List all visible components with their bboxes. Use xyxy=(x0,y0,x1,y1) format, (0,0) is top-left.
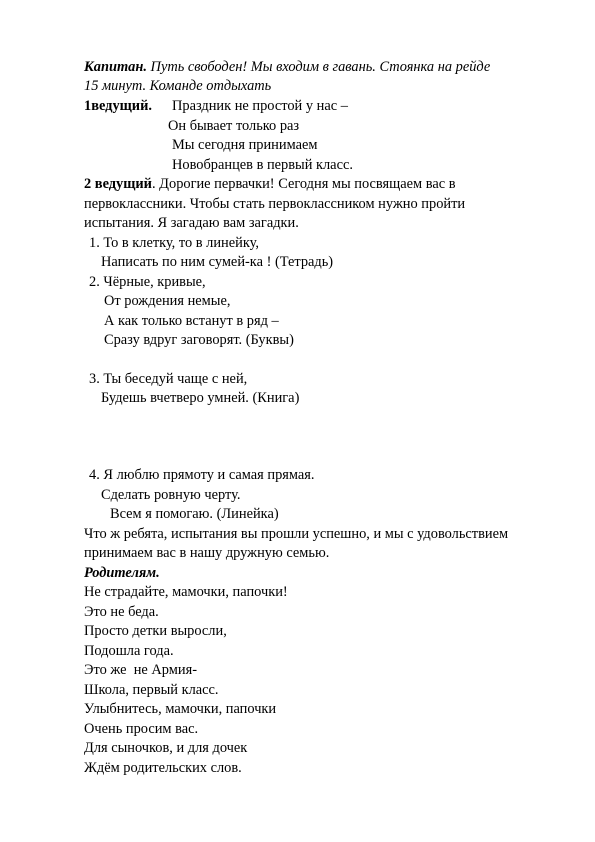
riddle3-line-2: Будешь вчетверо умней. (Книга) xyxy=(101,390,300,406)
parents-line: Подошла года. xyxy=(84,643,174,659)
host1-label: 1ведущий. xyxy=(84,98,152,114)
host2-line-1 xyxy=(84,175,456,194)
closing-line-1: Что ж ребята, испытания вы прошли успешно, и мы с удовольствием xyxy=(84,526,509,542)
riddle1-line-2: Написать по ним сумей-ка ! (Тетрадь) xyxy=(101,254,334,270)
closing-line-2: принимаем вас в нашу дружную семью. xyxy=(84,545,330,561)
parents-line: Просто детки выросли, xyxy=(84,623,227,639)
parents-line: Ждём родительских слов. xyxy=(84,760,242,776)
host1-line-3: Мы сегодня принимаем xyxy=(172,137,318,153)
riddle2-line-2: От рождения немые, xyxy=(104,293,231,309)
parents-line: Улыбнитесь, мамочки, папочки xyxy=(84,701,277,717)
host1-line-4: Новобранцев в первый класс. xyxy=(172,157,353,173)
captain-label: Капитан. xyxy=(84,59,147,75)
riddle4-line-1: 4. Я люблю прямоту и самая прямая. xyxy=(89,467,315,483)
riddle2-line-3: А как только встанут в ряд – xyxy=(104,313,279,329)
parents-line: Это не беда. xyxy=(84,604,159,620)
parents-line: Очень просим вас. xyxy=(84,721,199,737)
parents-line: Это же не Армия- xyxy=(84,662,198,678)
riddle2-line-1: 2. Чёрные, кривые, xyxy=(89,274,206,290)
parents-label: Родителям. xyxy=(84,565,160,581)
host2-line-2: первоклассники. Чтобы стать первоклассником нужно пройти xyxy=(84,196,466,212)
host2-text-1: . Дорогие первачки! Сегодня мы посвящаем вас в xyxy=(151,176,456,192)
riddle2-line-4: Сразу вдруг заговорят. (Буквы) xyxy=(104,332,294,348)
riddle1-line-1: 1. То в клетку, то в линейку, xyxy=(89,235,259,251)
host1-line-2: Он бывает только раз xyxy=(168,118,300,134)
parents-line: Не страдайте, мамочки, папочки! xyxy=(84,584,288,600)
host2-line-3: испытания. Я загадаю вам загадки. xyxy=(84,215,299,231)
riddle4-line-3: Всем я помогаю. (Линейка) xyxy=(110,506,279,522)
riddle3-line-1: 3. Ты беседуй чаще с ней, xyxy=(89,371,248,387)
parents-line: Для сыночков, и для дочек xyxy=(84,740,248,756)
captain-text-1: Путь свободен! Мы входим в гавань. Стоянка на рейде xyxy=(146,59,491,75)
parents-line: Школа, первый класс. xyxy=(84,682,219,698)
host2-label: 2 ведущий xyxy=(84,176,152,192)
captain-line-1 xyxy=(84,58,490,77)
captain-line-2: 15 минут. Команде отдыхать xyxy=(84,78,272,94)
riddle4-line-2: Сделать ровную черту. xyxy=(101,487,241,503)
host1-line-1: Праздник не простой у нас – xyxy=(172,98,348,114)
